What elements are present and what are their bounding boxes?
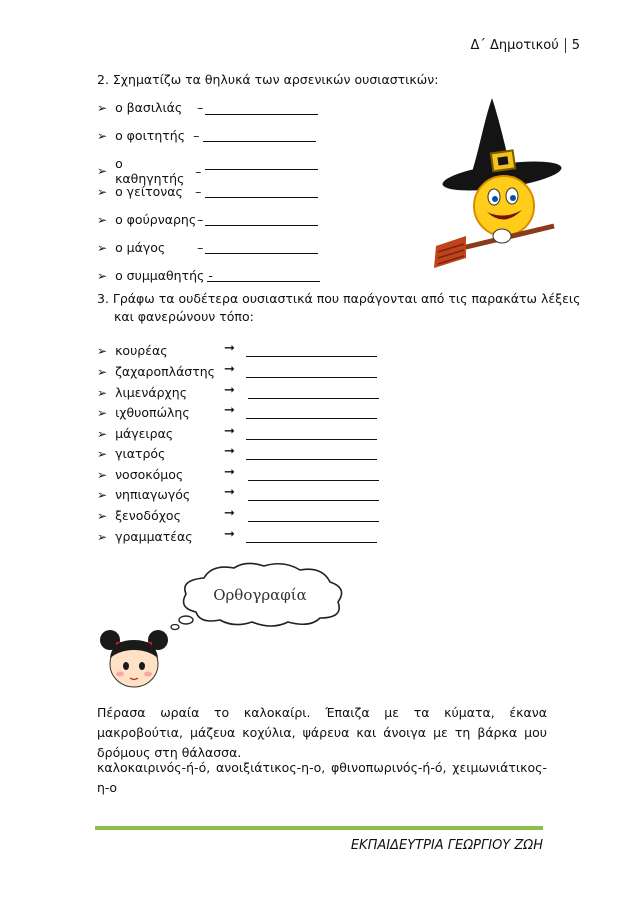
- bullet-arrow-icon: ➢: [97, 508, 108, 523]
- dash: –: [195, 184, 202, 199]
- answer-line[interactable]: [205, 197, 318, 198]
- adjectives-line: καλοκαιρινός-ή-ό, ανοιξιάτικος-η-ο, φθινοπωρινός-ή-ό, χειμωνιάτικος-η-ο: [97, 760, 547, 795]
- answer-line[interactable]: [248, 521, 379, 522]
- dash: -: [208, 268, 213, 283]
- bullet-arrow-icon: ➢: [97, 343, 108, 358]
- right-arrow-icon: ➞: [224, 527, 235, 542]
- list-item: [97, 508, 181, 523]
- bullet-arrow-icon: ➢: [97, 529, 108, 544]
- right-arrow-icon: ➞: [224, 444, 235, 459]
- answer-line[interactable]: [207, 281, 320, 282]
- page-header: [470, 38, 580, 53]
- bullet-arrow-icon: ➢: [97, 268, 108, 283]
- answer-line[interactable]: [205, 253, 318, 254]
- answer-line[interactable]: [246, 459, 377, 460]
- dash: –: [197, 212, 204, 227]
- item-word: ο φοιτητής: [115, 128, 186, 143]
- bullet-arrow-icon: ➢: [97, 184, 108, 199]
- item-word: νηπιαγωγός: [115, 487, 191, 502]
- footer-author: ΕΚΠΑΙΔΕΥΤΡΙΑ ΓΕΩΡΓΙΟΥ ΖΩΗ: [350, 838, 543, 853]
- bullet-arrow-icon: ➢: [97, 364, 108, 379]
- cloud-label: Ορθογραφία: [213, 586, 307, 604]
- answer-line[interactable]: [246, 542, 377, 543]
- item-word: γιατρός: [115, 446, 166, 461]
- list-item: [97, 212, 203, 227]
- dash: –: [193, 128, 200, 143]
- item-word: ο φούρναρης: [115, 212, 197, 227]
- item-word: κουρέας: [115, 343, 168, 358]
- answer-line[interactable]: [246, 377, 377, 378]
- list-item: [97, 529, 193, 544]
- answer-line[interactable]: [248, 398, 379, 399]
- list-item: [97, 487, 190, 502]
- dash: –: [197, 240, 204, 255]
- bullet-arrow-icon: ➢: [97, 240, 108, 255]
- item-word: ο βασιλιάς: [115, 100, 183, 115]
- list-item: [97, 446, 165, 461]
- bullet-arrow-icon: ➢: [97, 446, 108, 461]
- bullet-arrow-icon: ➢: [97, 100, 108, 115]
- bullet-arrow-icon: ➢: [97, 426, 108, 441]
- bullet-arrow-icon: ➢: [97, 467, 108, 482]
- bullet-arrow-icon: ➢: [97, 385, 108, 400]
- question-3-title-line1: 3. Γράφω τα ουδέτερα ουσιαστικά που παράγονται από τις παρακάτω λέξεις: [97, 291, 581, 306]
- footer-divider: [95, 826, 543, 830]
- list-item: [97, 343, 168, 358]
- list-item: [97, 128, 199, 143]
- list-item: [97, 100, 203, 115]
- list-item: [97, 184, 201, 199]
- answer-line[interactable]: [203, 141, 316, 142]
- right-arrow-icon: ➞: [224, 383, 235, 398]
- right-arrow-icon: ➞: [224, 341, 235, 356]
- list-item: [97, 426, 173, 441]
- list-item: [97, 385, 187, 400]
- item-word: ζαχαροπλάστης: [115, 364, 216, 379]
- item-word: νοσοκόμος: [115, 467, 184, 482]
- page-number: 5: [565, 38, 580, 53]
- item-word: ξενοδόχος: [115, 508, 181, 523]
- thought-cloud: [164, 560, 354, 632]
- list-item: [97, 268, 213, 283]
- item-word: λιμενάρχης: [115, 385, 188, 400]
- item-word: ο μάγος: [115, 240, 166, 255]
- answer-line[interactable]: [205, 114, 318, 115]
- right-arrow-icon: ➞: [224, 424, 235, 439]
- bullet-arrow-icon: ➢: [97, 405, 108, 420]
- answer-line[interactable]: [248, 500, 379, 501]
- list-item: [97, 156, 201, 186]
- witch-smiley-illustration: [432, 96, 562, 274]
- summer-paragraph: Πέρασα ωραία το καλοκαίρι. Έπαιζα με τα κύματα, έκανα μακροβούτια, μάζευα κοχύλια, ψάρευα και άνοιγα με τη βάρκα μου δρόμους στη θάλασσα.: [97, 705, 547, 760]
- item-word: μάγειρας: [115, 426, 174, 441]
- list-item: [97, 364, 215, 379]
- list-item: [97, 405, 190, 420]
- grade-label: Δ΄ Δημοτικού: [470, 38, 559, 53]
- right-arrow-icon: ➞: [224, 362, 235, 377]
- right-arrow-icon: ➞: [224, 403, 235, 418]
- list-item: [97, 467, 183, 482]
- dash: –: [195, 163, 202, 179]
- right-arrow-icon: ➞: [224, 506, 235, 521]
- question-3-title-line2: και φανερώνουν τόπο:: [114, 309, 254, 324]
- item-word: γραμματέας: [115, 529, 193, 544]
- answer-line[interactable]: [205, 225, 318, 226]
- girl-face-illustration: [98, 628, 170, 690]
- answer-line[interactable]: [246, 418, 377, 419]
- question-2-title: 2. Σχηματίζω τα θηλυκά των αρσενικών ουσιαστικών:: [97, 72, 439, 87]
- answer-line[interactable]: [205, 169, 318, 170]
- right-arrow-icon: ➞: [224, 485, 235, 500]
- answer-line[interactable]: [246, 356, 377, 357]
- item-word: ο γείτονας: [115, 184, 183, 199]
- bullet-arrow-icon: ➢: [97, 212, 108, 227]
- bullet-arrow-icon: ➢: [97, 164, 108, 178]
- item-word: ο συμμαθητής: [115, 268, 205, 283]
- bullet-arrow-icon: ➢: [97, 128, 108, 143]
- item-word: ιχθυοπώλης: [115, 405, 190, 420]
- item-word: ο καθηγητής: [115, 156, 185, 186]
- dash: –: [197, 100, 204, 115]
- answer-line[interactable]: [248, 480, 379, 481]
- answer-line[interactable]: [246, 439, 377, 440]
- bullet-arrow-icon: ➢: [97, 487, 108, 502]
- right-arrow-icon: ➞: [224, 465, 235, 480]
- list-item: [97, 240, 203, 255]
